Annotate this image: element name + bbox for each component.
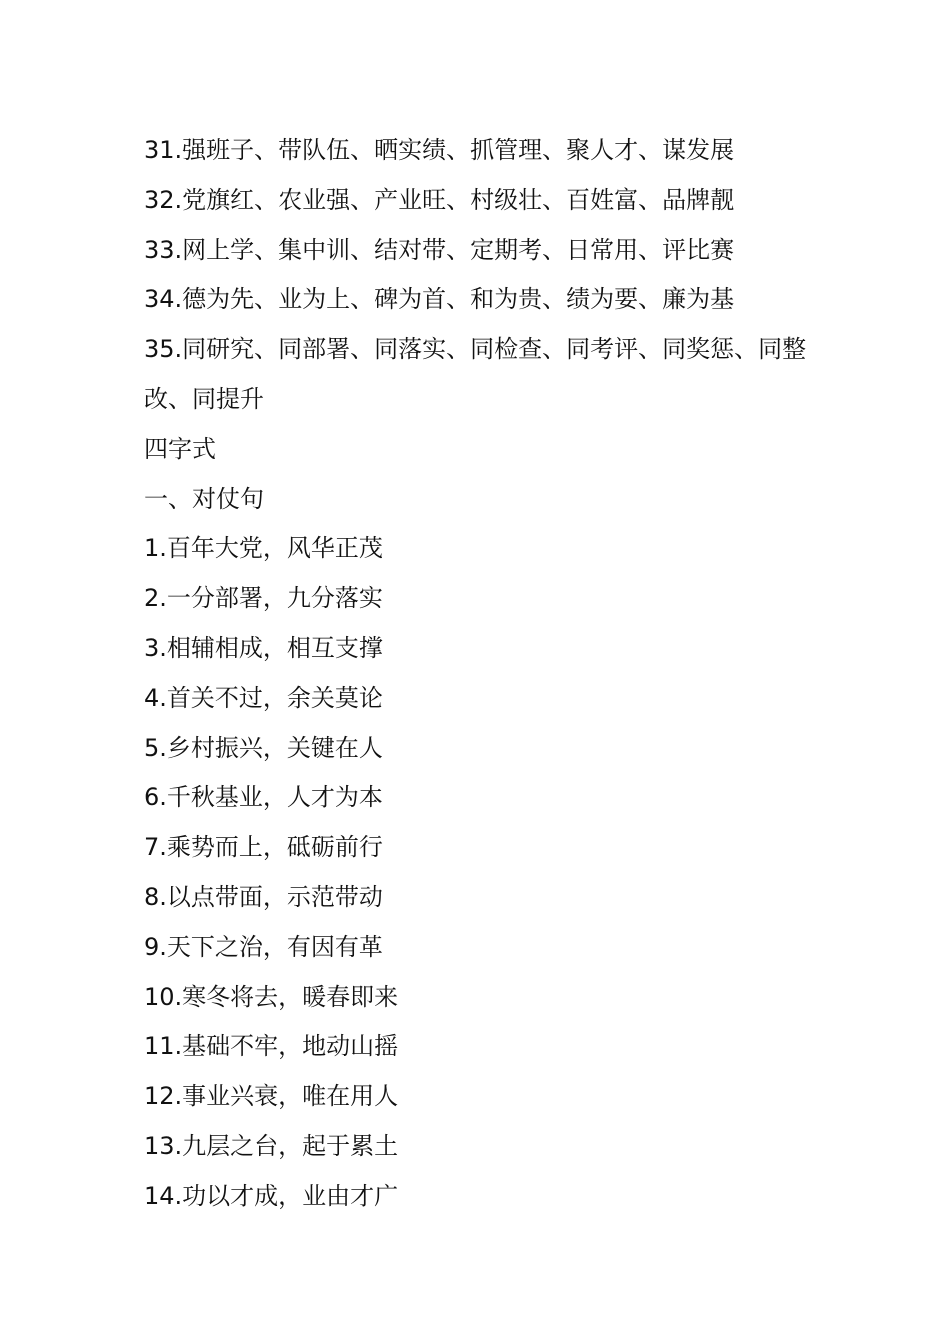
text-line: 8.以点带面，示范带动 <box>144 882 383 911</box>
text-line: 12.事业兴衰，唯在用人 <box>144 1082 399 1111</box>
text-line: 改、同提升 <box>144 384 264 413</box>
text-line: 34.德为先、业为上、碑为首、和为贵、绩为要、廉为基 <box>144 285 735 314</box>
text-line: 35.同研究、同部署、同落实、同检查、同考评、同奖惩、同整 <box>144 335 807 364</box>
subsection-heading: 一、对仗句 <box>144 484 264 513</box>
text-line: 11.基础不牢，地动山摇 <box>144 1032 399 1061</box>
text-line: 13.九层之台，起于累土 <box>144 1131 399 1160</box>
text-line: 7.乘势而上，砥砺前行 <box>144 833 383 862</box>
text-line: 14.功以才成，业由才广 <box>144 1181 399 1210</box>
text-line: 6.千秋基业，人才为本 <box>144 783 383 812</box>
text-line: 4.首关不过，余关莫论 <box>144 683 383 712</box>
text-line: 10.寒冬将去，暖春即来 <box>144 982 399 1011</box>
section-heading: 四字式 <box>144 434 216 463</box>
text-line: 2.一分部署，九分落实 <box>144 584 383 613</box>
text-line: 1.百年大党，风华正茂 <box>144 534 383 563</box>
text-line: 5.乡村振兴，关键在人 <box>144 733 383 762</box>
document-body <box>144 126 824 1222</box>
text-line: 3.相辅相成，相互支撑 <box>144 633 383 662</box>
text-line: 31.强班子、带队伍、晒实绩、抓管理、聚人才、谋发展 <box>144 136 735 164</box>
text-line: 9.天下之治，有因有革 <box>144 932 383 961</box>
text-line: 32.党旗红、农业强、产业旺、村级壮、百姓富、品牌靓 <box>144 185 735 214</box>
text-line: 33.网上学、集中训、结对带、定期考、日常用、评比赛 <box>144 235 735 264</box>
